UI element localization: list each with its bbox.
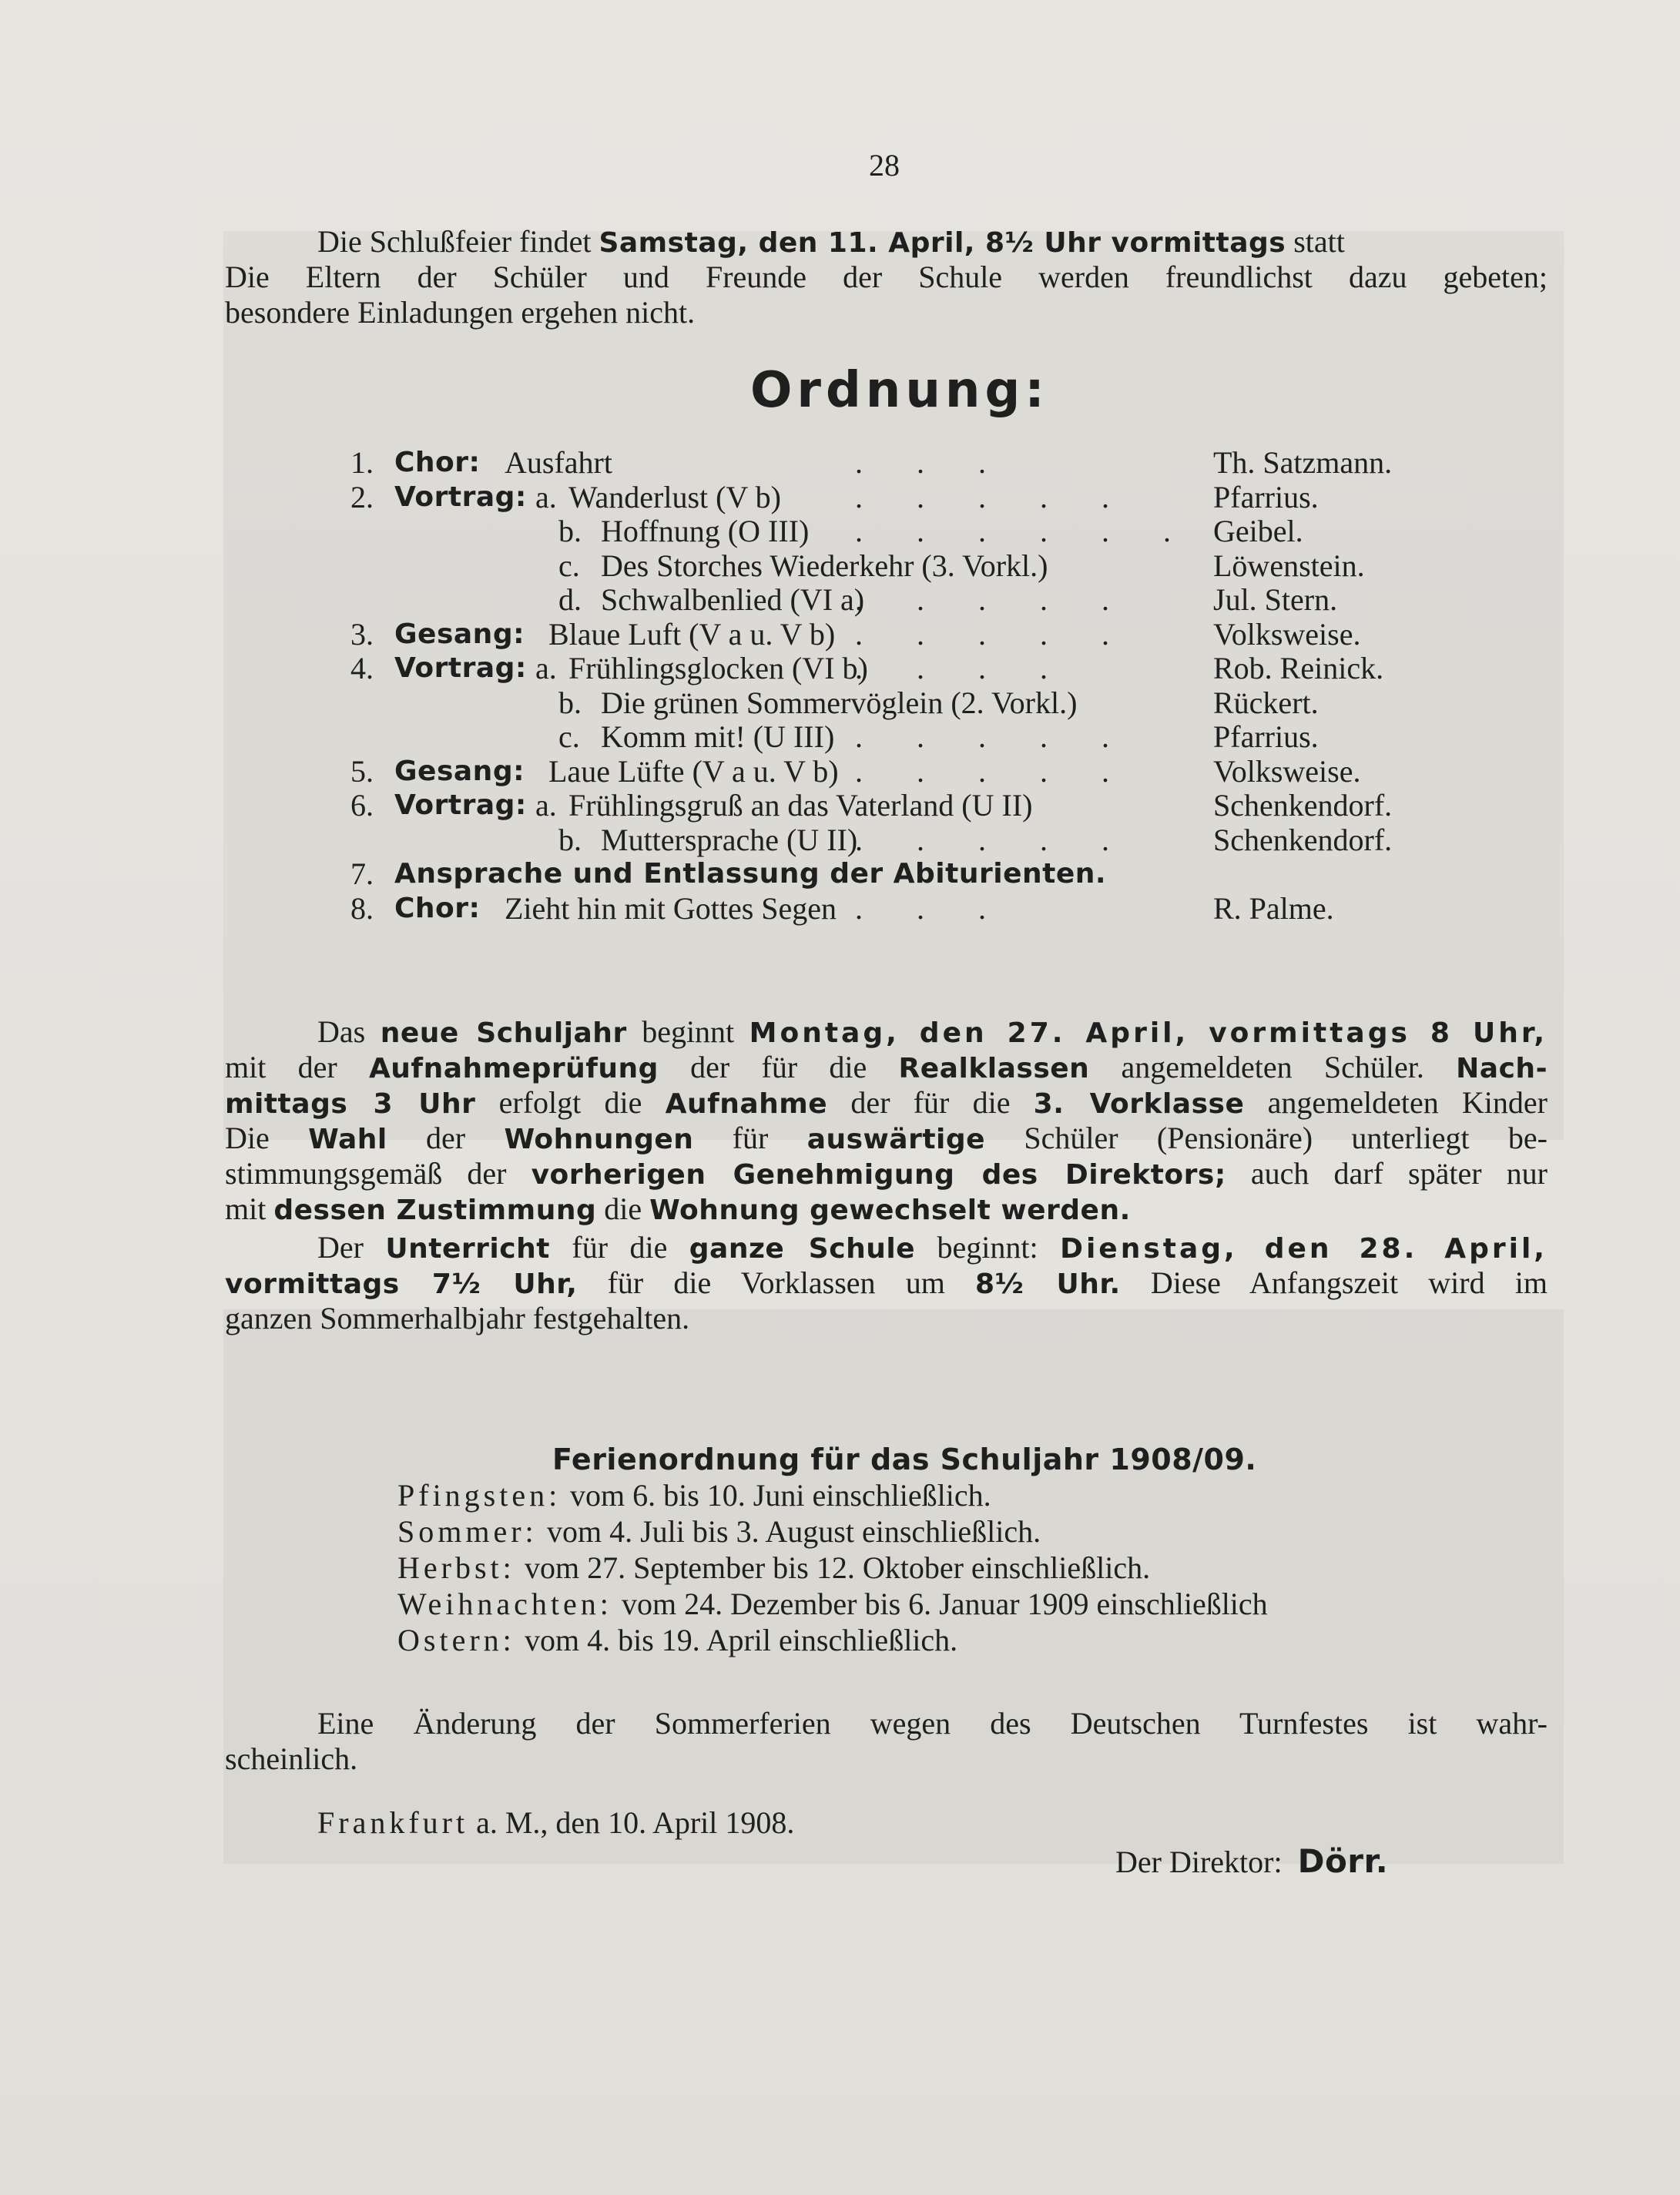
program-item-category: Gesang: bbox=[394, 618, 525, 650]
program-item-title: Ausfahrt bbox=[505, 445, 612, 480]
program-item-sub-label: b. bbox=[558, 823, 582, 857]
program-item-title: Frühlingsglocken (VI b) bbox=[568, 651, 868, 685]
newyear-line-2: mit der Aufnahmeprüfung der für die Realklassen angemeldeten Schüler. Nach- bbox=[225, 1050, 1548, 1084]
lessons-line-1: Der Unterricht für die ganze Schule beginnt: Dienstag, den 28. April, bbox=[317, 1230, 1548, 1265]
intro-line-3: besondere Einladungen ergehen nicht. bbox=[225, 295, 696, 330]
program-item-number: 8. bbox=[350, 891, 374, 926]
holiday-name: Herbst: bbox=[397, 1550, 515, 1585]
program-item-author: R. Palme. bbox=[1213, 891, 1334, 926]
program-item-title: Laue Lüfte (V a u. V b) bbox=[548, 754, 839, 789]
lessons-line-3: ganzen Sommerhalbjahr festgehalten. bbox=[225, 1301, 690, 1335]
program-item-author: Rückert. bbox=[1213, 685, 1319, 720]
program-item-number: 5. bbox=[350, 754, 374, 789]
program-item-category: Ansprache und Entlassung der Abiturienten. bbox=[394, 858, 1107, 890]
holiday-dates: vom 27. September bis 12. Oktober einschließlich. bbox=[525, 1550, 1151, 1585]
lessons-line-2: vormittags 7½ Uhr, für die Vorklassen um 8½ Uhr. Diese Anfangszeit wird im bbox=[225, 1265, 1548, 1300]
program-item-leader-dots: . . . . . bbox=[855, 617, 1132, 652]
program-item-title: Schwalbenlied (VI a) bbox=[601, 582, 865, 617]
program-item-category: Chor: bbox=[394, 447, 481, 478]
program-item-number: 4. bbox=[350, 651, 374, 685]
program-title: Ordnung: bbox=[750, 362, 1049, 419]
holidays-title: Ferienordnung für das Schuljahr 1908/09. bbox=[552, 1443, 1257, 1476]
program-item-sub-label: d. bbox=[558, 582, 582, 617]
program-item-sub-label: b. bbox=[558, 685, 582, 720]
program-item-title: Wanderlust (V b) bbox=[568, 480, 781, 514]
program-item-leader-dots: . . . bbox=[855, 445, 1009, 480]
program-item-title: Hoffnung (O III) bbox=[601, 514, 810, 548]
program-item-sub-label: c. bbox=[558, 719, 580, 754]
program-item-category: Vortrag: bbox=[394, 789, 527, 821]
newyear-line-5: stimmungsgemäß der vorherigen Genehmigung des Direktors; auch darf später nur bbox=[225, 1156, 1548, 1191]
program-item-category: Vortrag: bbox=[394, 652, 527, 684]
program-item-number: 3. bbox=[350, 617, 374, 652]
holidays-note-line-1: Eine Änderung der Sommerferien wegen des Deutschen Turnfestes ist wahr- bbox=[317, 1706, 1548, 1741]
holiday-dates: vom 6. bis 10. Juni einschließlich. bbox=[570, 1478, 991, 1513]
intro-line-1: Die Schlußfeier findet Samstag, den 11. April, 8½ Uhr vormittags statt bbox=[317, 224, 1345, 259]
program-item-author: Schenkendorf. bbox=[1213, 788, 1393, 823]
program-item-category: Chor: bbox=[394, 893, 481, 924]
program-item-author: Pfarrius. bbox=[1213, 719, 1319, 754]
program-item-sub-label: a. bbox=[535, 480, 557, 514]
program-item-sub-label: a. bbox=[535, 651, 557, 685]
program-item-category: Vortrag: bbox=[394, 481, 527, 513]
holiday-name: Pfingsten: bbox=[397, 1478, 562, 1513]
program-item-sub-label: a. bbox=[535, 788, 557, 823]
program-item-number: 2. bbox=[350, 480, 374, 514]
program-item-author: Volksweise. bbox=[1213, 617, 1361, 652]
program-item-author: Geibel. bbox=[1213, 514, 1303, 548]
program-item-sub-label: c. bbox=[558, 548, 580, 583]
program-item-leader-dots: . . . . bbox=[855, 651, 1071, 685]
program-item-title: Komm mit! (U III) bbox=[601, 719, 835, 754]
program-item-author: Pfarrius. bbox=[1213, 480, 1319, 514]
program-item-number: 6. bbox=[350, 788, 374, 823]
program-item-title: Blaue Luft (V a u. V b) bbox=[548, 617, 836, 652]
program-item-leader-dots: . . . . . bbox=[855, 823, 1132, 857]
holiday-name: Weihnachten: bbox=[397, 1587, 612, 1621]
program-item-number: 7. bbox=[350, 856, 374, 891]
program-item-leader-dots: . . . . . bbox=[855, 719, 1132, 754]
holiday-dates: vom 4. bis 19. April einschließlich. bbox=[525, 1623, 958, 1657]
newyear-line-4: Die Wahl der Wohnungen für auswärtige Schüler (Pensionäre) unterliegt be- bbox=[225, 1121, 1548, 1155]
program-item-number: 1. bbox=[350, 445, 374, 480]
program-item-title: Des Storches Wiederkehr (3. Vorkl.) bbox=[601, 548, 1048, 583]
program-item-title: Die grünen Sommervöglein (2. Vorkl.) bbox=[601, 685, 1078, 720]
program-item-sub-label: b. bbox=[558, 514, 582, 548]
program-item-author: Jul. Stern. bbox=[1213, 582, 1338, 617]
program-item-title: Zieht hin mit Gottes Segen bbox=[505, 891, 837, 926]
program-item-leader-dots: . . . . . bbox=[855, 582, 1132, 617]
holiday-name: Ostern: bbox=[397, 1623, 515, 1657]
program-item-category: Gesang: bbox=[394, 756, 525, 787]
program-item-leader-dots: . . . . . . bbox=[855, 514, 1194, 548]
page-number: 28 bbox=[869, 148, 900, 183]
director-signature: Der Direktor: Dörr. bbox=[1115, 1842, 1389, 1880]
program-item-author: Löwenstein. bbox=[1213, 548, 1365, 583]
holiday-dates: vom 4. Juli bis 3. August einschließlich. bbox=[547, 1514, 1041, 1549]
program-item-leader-dots: . . . . . bbox=[855, 754, 1132, 789]
holidays-note-line-2: scheinlich. bbox=[225, 1741, 358, 1776]
holiday-dates: vom 24. Dezember bis 6. Januar 1909 einschließlich bbox=[622, 1587, 1268, 1621]
program-item-title: Frühlingsgruß an das Vaterland (U II) bbox=[568, 788, 1033, 823]
newyear-line-3: mittags 3 Uhr erfolgt die Aufnahme der für die 3. Vorklasse angemeldeten Kinder bbox=[225, 1085, 1548, 1120]
closing-place-date: Frankfurt a. M., den 10. April 1908. bbox=[317, 1805, 795, 1840]
holiday-name: Sommer: bbox=[397, 1514, 538, 1549]
program-item-author: Rob. Reinick. bbox=[1213, 651, 1384, 685]
program-item-author: Volksweise. bbox=[1213, 754, 1361, 789]
program-item-author: Th. Satzmann. bbox=[1213, 445, 1393, 480]
program-item-author: Schenkendorf. bbox=[1213, 823, 1393, 857]
program-item-title: Muttersprache (U II) bbox=[601, 823, 858, 857]
program-item-leader-dots: . . . bbox=[855, 891, 1009, 926]
program-item-leader-dots: . . . . . bbox=[855, 480, 1132, 514]
intro-line-2: Die Eltern der Schüler und Freunde der Schule werden freundlichst dazu gebeten; bbox=[225, 260, 1548, 294]
newyear-line-6: mit dessen Zustimmung die Wohnung gewechselt werden. bbox=[225, 1191, 1131, 1226]
newyear-line-1: Das neue Schuljahr beginnt Montag, den 27. April, vormittags 8 Uhr, bbox=[317, 1014, 1548, 1049]
